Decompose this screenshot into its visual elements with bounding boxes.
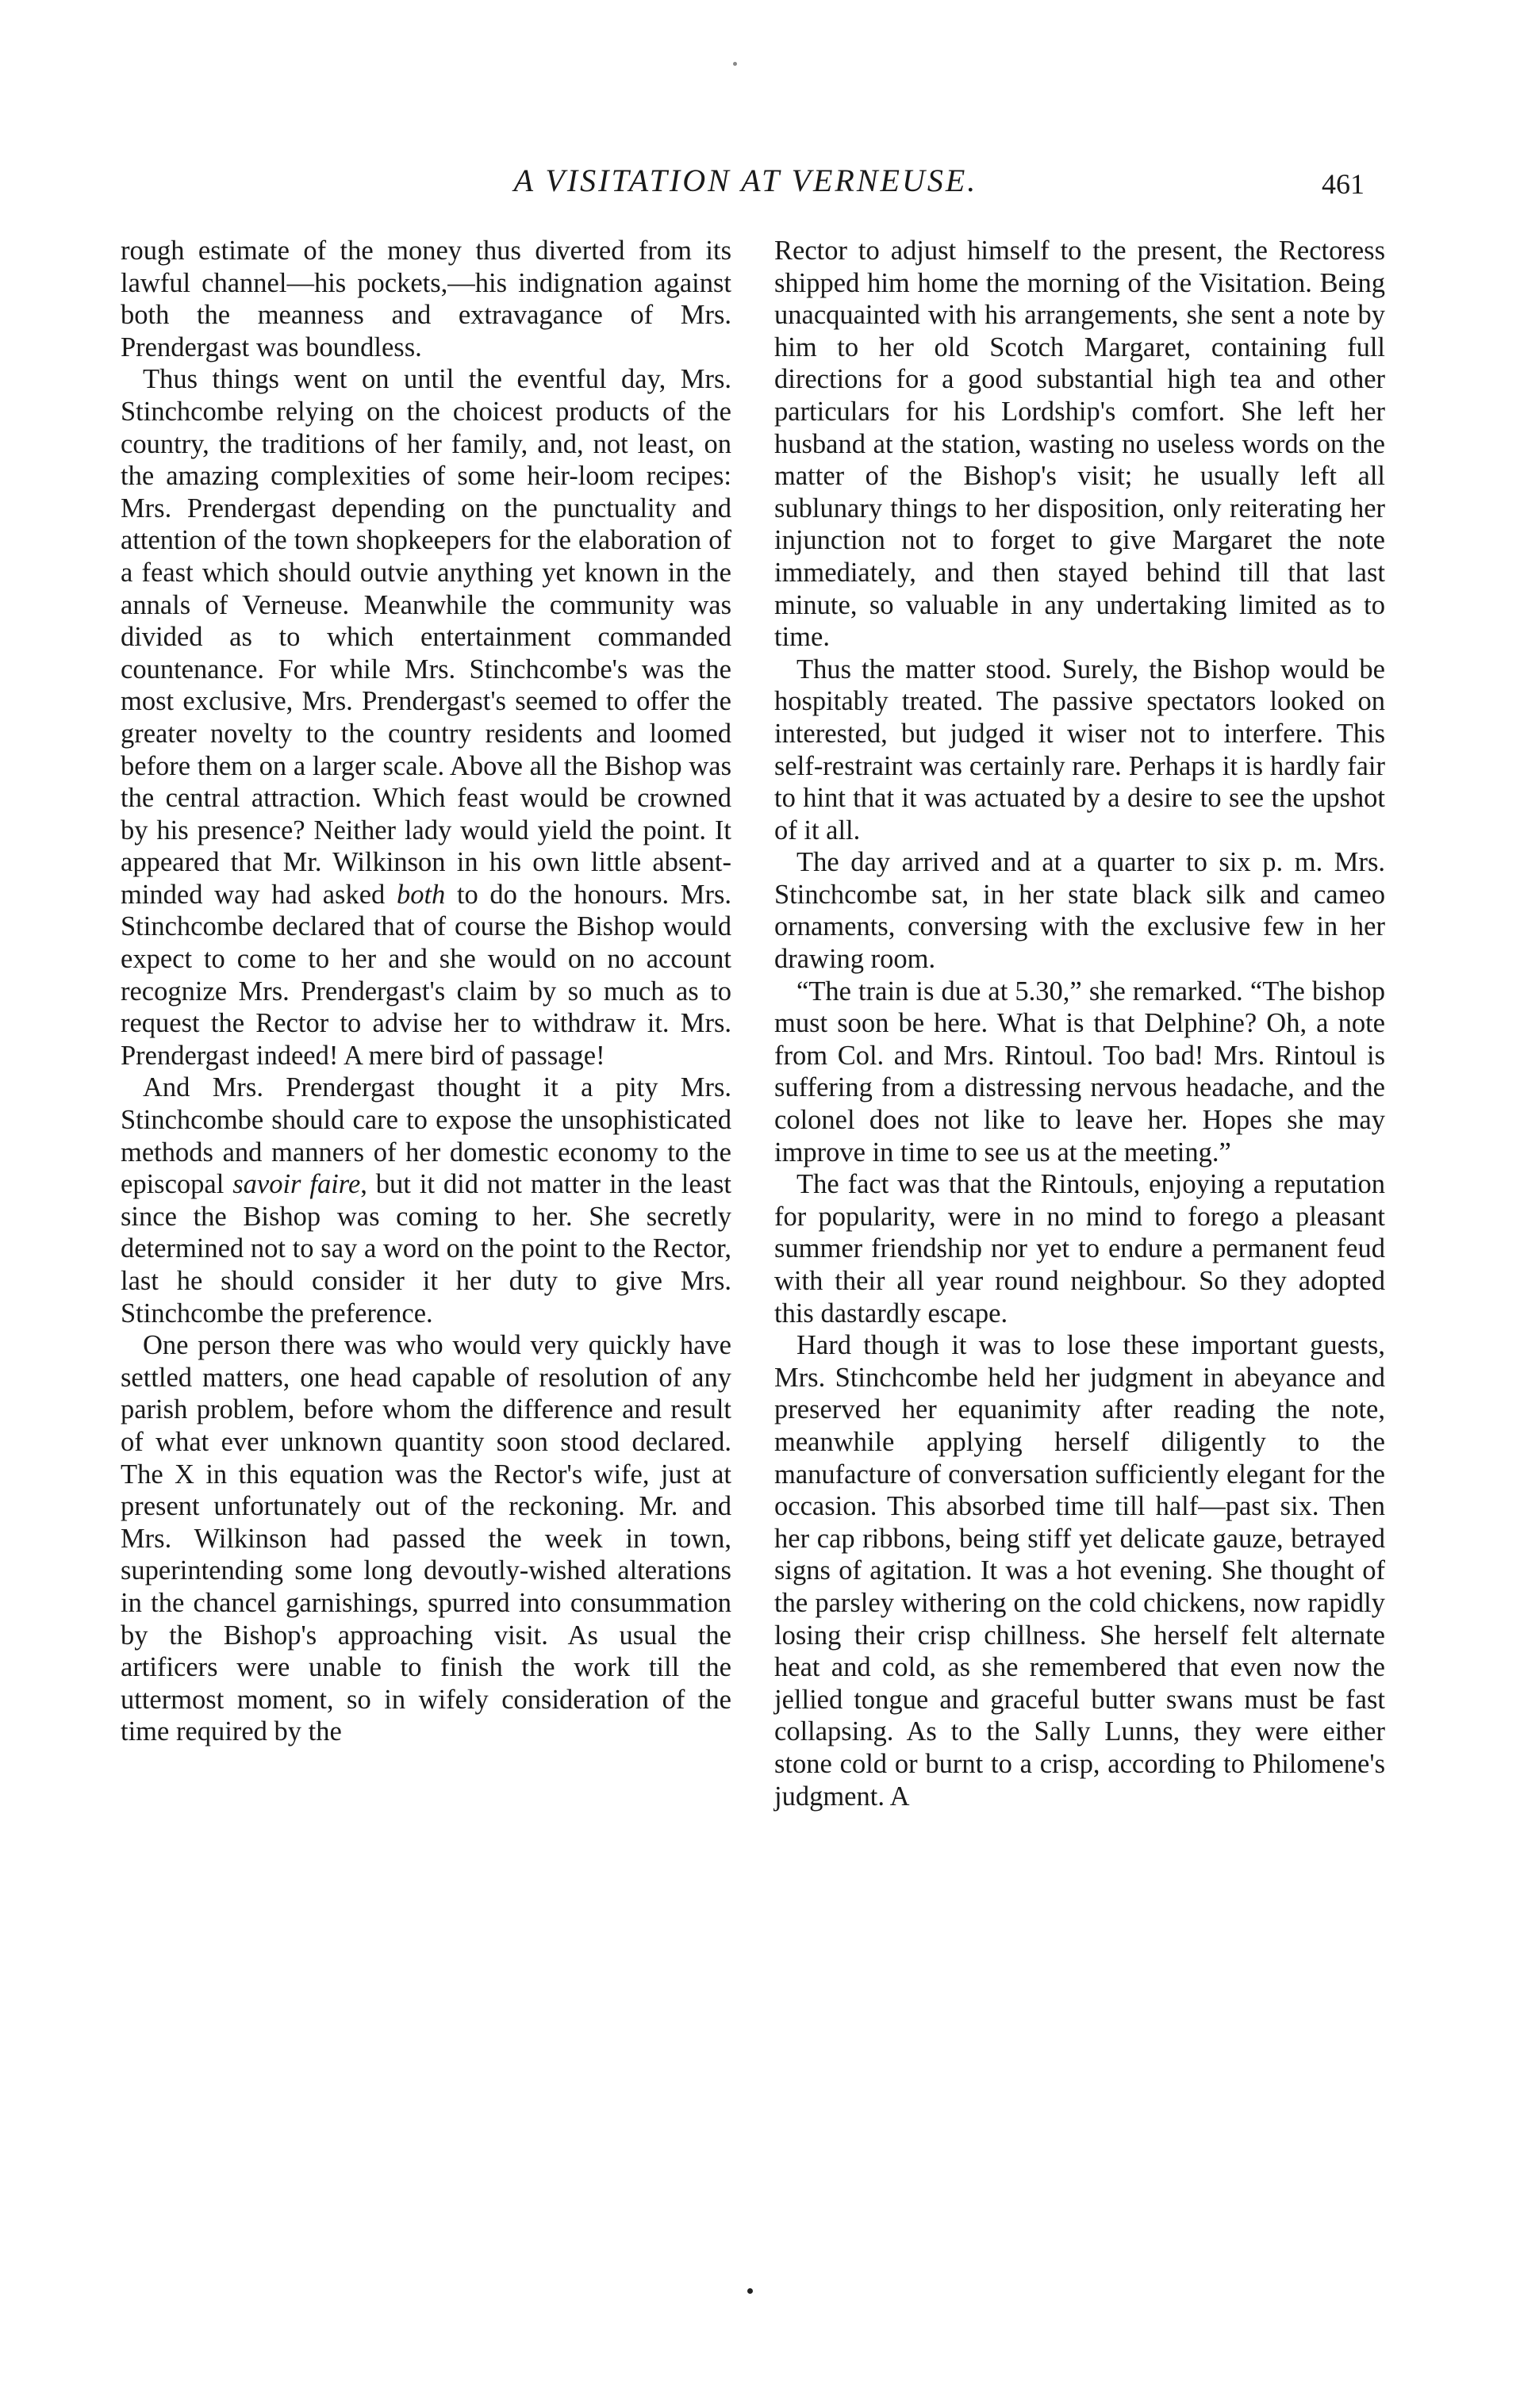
paragraph: Hard though it was to lose these important guests, Mrs. Stinchcombe held her judgment in abeyance and preserved her equanimity after reading the note, meanwhile applying herself diligently to the manufacture of conversation sufficiently elegant for the occasion. This absorbed time till half—past six. Then her cap ribbons, being stiff yet delicate gauze, betrayed signs of agitation. It was a hot evening. She thought of the parsley withering on the cold chickens, now rapidly losing their crisp chillness. She herself felt alternate heat and cold, as she remembered that even now the jellied tongue and graceful butter swans must be fast collapsing. As to the Sally Lunns, they were either stone cold or burnt to a crisp, according to Philomene's judgment. A — [774, 1330, 1385, 1812]
page-header — [0, 157, 1520, 205]
paragraph: The day arrived and at a quarter to six p. m. Mrs. Stinchcombe sat, in her state black silk and cameo ornaments, conversing with the exclusive few in her drawing room. — [774, 847, 1385, 975]
left-column — [121, 235, 731, 1748]
emphasis-text: both — [396, 879, 446, 910]
right-column — [774, 235, 1385, 1812]
paragraph: Thus the matter stood. Surely, the Bishop would be hospitably treated. The passive spectators looked on interested, but judged it wiser not to interfere. This self-restraint was certainly rare. Perhaps it is hardly fair to hint that it was actuated by a desire to see the upshot of it all. — [774, 654, 1385, 845]
paragraph-text: to do the honours. Mrs. Stinchcombe declared that of course the Bishop would expect to come to her and she would on no account recognize Mrs. Prendergast's claim by so much as to request the Rector to advise her to withdraw it. Mrs. Prendergast indeed! A mere bird of passage! — [121, 879, 732, 1071]
emphasis-text: savoir faire — [232, 1169, 361, 1200]
printer-mark — [747, 2288, 753, 2294]
paragraph-text: , but it did not matter in the least since the Bishop was coming to her. She secretly determined not to say a word on the point to the Rector, last he should consider it her duty to give Mrs. Stinchcombe the preference. — [121, 1169, 731, 1329]
paragraph-text: And Mrs. Prendergast thought it a pity Mrs. Stinchcombe should care to expose the unsophisticated methods and manners of her domestic economy to the episcopal — [121, 1072, 731, 1200]
paragraph — [121, 363, 731, 1072]
page-number: 461 — [1322, 168, 1365, 200]
paragraph: The fact was that the Rintouls, enjoying a reputation for popularity, were in no mind to forego a pleasant summer friendship nor yet to endure a permanent feud with their all year round neighbour. So they adopted this dastardly escape. — [774, 1169, 1385, 1329]
printer-mark — [733, 62, 737, 66]
paragraph-text: Thus things went on until the eventful day, Mrs. Stinchcombe relying on the choicest products of the country, the traditions of her family, and, not least, on the amazing complexities of some heir-loom recipes: Mrs. Prendergast depending on the punctuality and attention of the town shopkeepers for the elaboration of a feast which should outvie anything yet known in the annals of Verneuse. Meanwhile the community was divided as to which entertainment commanded countenance. For while Mrs. Stinchcombe's was the most exclusive, Mrs. Prendergast's seemed to offer the greater novelty to the country residents and loomed before them on a larger scale. Above all the Bishop was the central attraction. Which feast would be crowned by his presence? Neither lady would yield the point. It appeared that Mr. Wilkinson in his own little absent-minded way had asked — [121, 364, 731, 910]
paragraph: “The train is due at 5.30,” she remarked. “The bishop must soon be here. What is that Delphine? Oh, a note from Col. and Mrs. Rintoul. Too bad! Mrs. Rintoul is suffering from a distressing nervous headache, and the colonel does not like to leave her. Hopes she may improve in time to see us at the meeting.” — [774, 976, 1385, 1168]
paragraph: Rector to adjust himself to the present, the Rectoress shipped him home the morning of the Visitation. Being unacquainted with his arrangements, she sent a note by him to her old Scotch Margaret, containing full directions for a good substantial high tea and other particulars for his Lordship's comfort. She left her husband at the station, wasting no useless words on the matter of the Bishop's visit; he usually left all sublunary things to her disposition, only reiterating her injunction not to forget to give Margaret the note immediately, and then stayed behind till that last minute, so valuable in any undertaking limited as to time. — [774, 236, 1385, 653]
running-title: A VISITATION AT VERNEUSE. — [513, 163, 978, 198]
paragraph: One person there was who would very quickly have settled matters, one head capable of resolution of any parish problem, before whom the difference and result of what ever unknown quantity soon stood declared. The X in this equation was the Rector's wife, just at present unfortunately out of the reckoning. Mr. and Mrs. Wilkinson had passed the week in town, superintending some long devoutly-wished alterations in the chancel garnishings, spurred into consummation by the Bishop's approaching visit. As usual the artificers were unable to finish the work till the uttermost moment, so in wifely consideration of the time required by the — [121, 1330, 731, 1747]
paragraph — [121, 1072, 731, 1329]
paragraph: rough estimate of the money thus diverted from its lawful channel—his pockets,—his indignation against both the meanness and extravagance of Mrs. Prendergast was boundless. — [121, 236, 731, 362]
